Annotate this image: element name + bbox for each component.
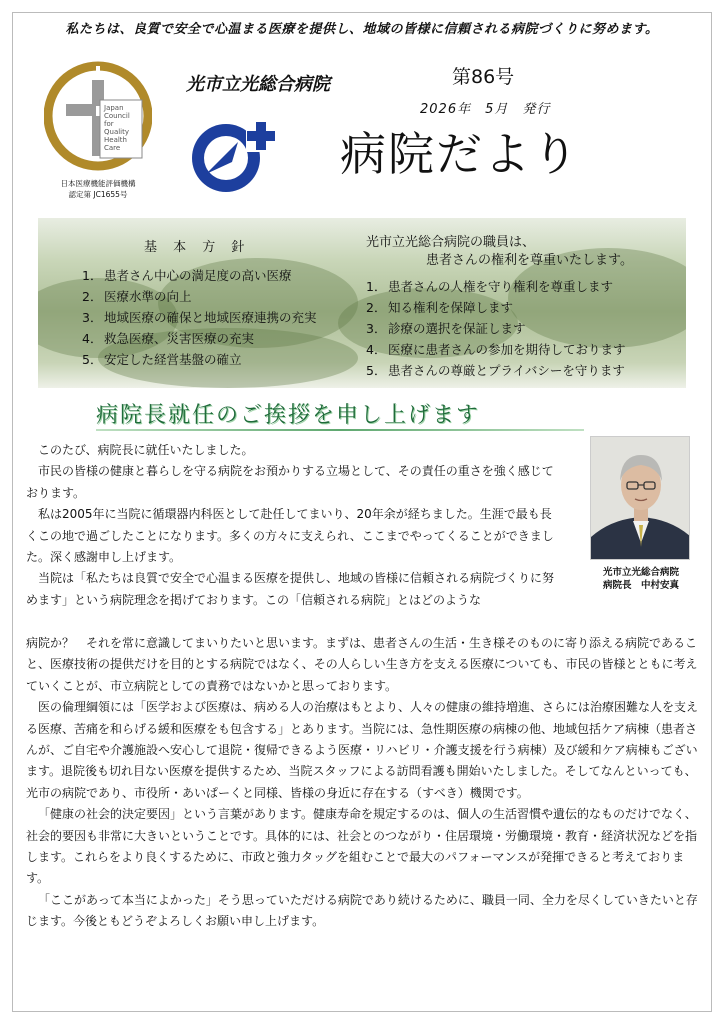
rights-item: 2． 知る権利を保障します [366, 300, 514, 315]
basic-policy [82, 236, 382, 370]
policy-item: 4． 救急医療、災害医療の充実 [82, 331, 255, 346]
rights-item: 1． 患者さんの人権を守り権利を尊重します [366, 279, 614, 294]
patient-rights-heading: 光市立光総合病院の職員は、 患者さんの権利を尊重いたします。 [366, 235, 633, 268]
greeting-paragraph: 「健康の社会的決定要因」という言葉があります。健康寿命を規定するのは、個人の生活習慣や遺伝的なものだけでなく、社会的要因も非常に大きいということです。具体的には、社会とのつながり・住居環境・労働環境・教育・経済状況などを指します。これらをより良くするために、市政と強力タッグを組むことで最大のパフォーマンスが発揮できると考えております。 [26, 807, 698, 886]
director-photo-caption: 光市立光総合病院 病院長 中村安真 [602, 567, 679, 591]
policy-item: 5． 安定した経営基盤の確立 [82, 352, 242, 367]
greeting-paragraph: 市民の皆様の健康と暮らしを守る病院をお預かりする立場として、その責任の重さを強く感じております。 [26, 464, 554, 500]
greeting-body-top [26, 440, 562, 611]
seal-cert-no: 認定第 JC1655号 [68, 190, 128, 199]
director-photo [590, 436, 690, 560]
svg-text:Quality: Quality [104, 128, 130, 136]
greeting-paragraph: 私は2005年に当院に循環器内科医として赴任してまいり、20年余が経ちました。生涯で最も長くこの地で過ごしたことになります。多くの方々に支えられ、ここまでやってくることができました。深く感謝申し上げます。 [26, 507, 554, 565]
policy-item: 3． 地域医療の確保と地域医療連携の充実 [82, 310, 317, 325]
greeting-underline [96, 429, 584, 431]
newsletter-title: 病院だより [340, 127, 580, 181]
greeting-body-full [26, 633, 698, 933]
svg-text:Care: Care [104, 144, 121, 152]
hospital-logo-icon [186, 112, 278, 198]
policy-item: 2． 医療水準の向上 [82, 289, 192, 304]
policy-item: 1． 患者さん中心の満足度の高い医療 [82, 268, 292, 283]
hospital-name: 光市立光総合病院 [186, 74, 330, 95]
svg-text:Council: Council [104, 112, 130, 120]
rights-item: 5． 患者さんの尊厳とプライバシーを守ります [366, 363, 625, 378]
issue-number: 第86号 [452, 66, 515, 88]
greeting-paragraph: 病院か？ それを常に意識してまいりたいと思います。まずは、患者さんの生活・生き様そのものに寄り添える病院であること、医療技術の提供だけを目的とする病院ではなく、その人らしい生き方を支える医療についても、市民の皆様とともに考えていくことが、市立病院としての責務ではないかと思っております。 [26, 636, 698, 693]
rights-item: 3． 診療の選択を保証します [366, 321, 526, 336]
greeting-paragraph: このたび、病院長に就任いたしました。 [38, 443, 254, 457]
patient-rights [366, 234, 686, 381]
greeting-paragraph: 医の倫理綱領には「医学および医療は、病める人の治療はもとより、人々の健康の維持増進、さらには治療困難な人を支える医療、苦痛を和らげる緩和医療をも包含する」とあります。当院には、急性期医療の病棟の他、地域包括ケア病棟（患者さんが、ご自宅や介護施設へ安心して退院・復帰できるよう医療・リハビリ・介護支援を行う病棟）及び緩和ケア病棟もございます。退院後も切れ目ない医療を提供するため、当院スタッフによる訪問看護も開始いたしました。そしてなんといっても、光市の病院であり、市役所・あいぱーくと同様、皆様の身近に存在する（すべき）機関です。 [26, 700, 699, 800]
svg-text:Health: Health [104, 136, 127, 144]
greeting-title: 病院長就任のご挨拶を申し上げます [96, 403, 481, 428]
greeting-paragraph: 「ここがあって本当によかった」そう思っていただける病院であり続けるために、職員一同、全力を尽くしていきたいと存じます。今後ともどうぞよろしくお願い申し上げます。 [26, 892, 698, 929]
hospital-motto: 私たちは、良質で安全で心温まる医療を提供し、地域の皆様に信頼される病院づくりに努めます。 [65, 22, 659, 37]
issue-date: 2026年 5月 発行 [420, 102, 551, 117]
basic-policy-heading: 基 本 方 針 [144, 240, 251, 255]
seal-org-name: 日本医療機能評価機構 [60, 179, 136, 188]
greeting-paragraph: 当院は「私たちは良質で安全で心温まる医療を提供し、地域の皆様に信頼される病院づくりに努めます」という病院理念を掲げております。この「信頼される病院」とはどのような [26, 571, 555, 607]
jcqhc-seal-logo [44, 60, 152, 178]
svg-text:for: for [104, 120, 114, 128]
svg-text:Japan: Japan [104, 104, 124, 112]
policy-banner [38, 218, 686, 388]
rights-item: 4． 医療に患者さんの参加を期待しております [366, 342, 626, 357]
director-portrait-image [591, 437, 690, 560]
